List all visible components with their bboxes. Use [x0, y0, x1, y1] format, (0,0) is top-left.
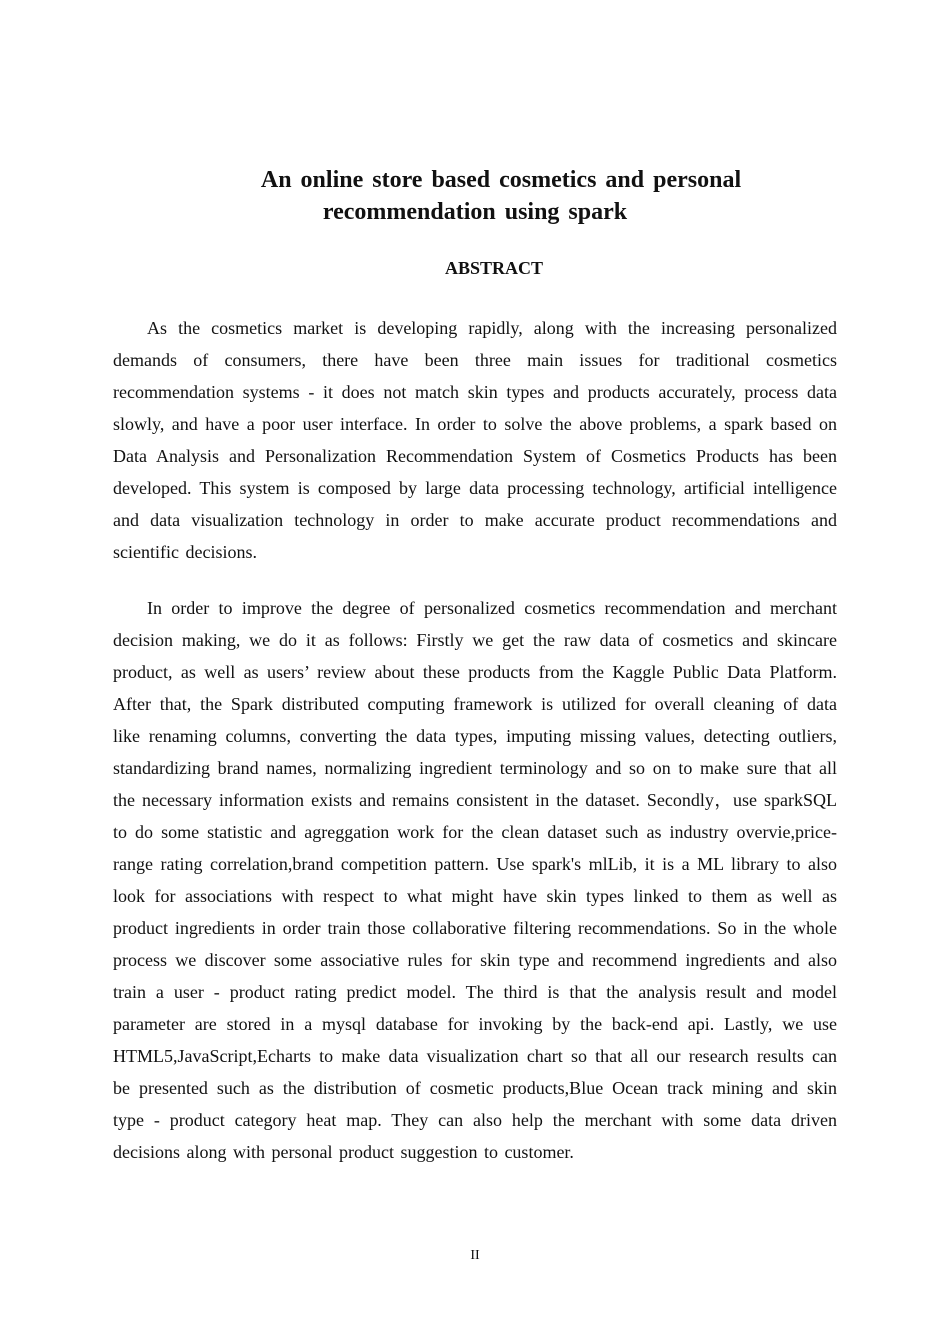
- document-title: [0, 164, 950, 228]
- title-line-2: recommendation using spark: [322, 199, 628, 225]
- title-line-1: An online store based cosmetics and personal: [260, 167, 742, 193]
- abstract-heading: ABSTRACT: [444, 258, 544, 278]
- abstract-paragraph-2: In order to improve the degree of personalized cosmetics recommendation and merchant decision making, we do it as follows: Firstly we get the raw data of cosmetics and skincare product, as well as users’ review about these products from the Kaggle Public Data Platform. After that, the Spark distributed computing framework is utilized for overall cleaning of data like renaming columns, converting the data types, imputing missing values, detecting outliers, standardizing brand names, normalizing ingredient terminology and so on to make sure that all the necessary information exists and remains consistent in the dataset. Secondly，use sparkSQL to do some statistic and agreggation work for the clean dataset such as industry overvie,price-range rating correlation,brand competition pattern. Use spark's mlLib, it is a ML library to also look for associations with respect to what might have skin types linked to them as well as product ingredients in order train those collaborative filtering recommendations. So in the whole process we discover some associative rules for skin type and recommend ingredients and also train a user - product rating predict model. The third is that the analysis result and model parameter are stored in a mysql database for invoking by the back-end api. Lastly, we use HTML5,JavaScript,Echarts to make data visualization chart so that all our research results can be presented such as the distribution of cosmetic products,Blue Ocean track mining and skin type - product category heat map. They can also help the merchant with some data driven decisions along with personal product suggestion to customer.: [113, 598, 837, 1162]
- page-number: II: [470, 1248, 480, 1263]
- abstract-paragraph-1: As the cosmetics market is developing rapidly, along with the increasing personalized demands of consumers, there have been three main issues for traditional cosmetics recommendation systems - it does not match skin types and products accurately, process data slowly, and have a poor user interface. In order to solve the above problems, a spark based on Data Analysis and Personalization Recommendation System of Cosmetics Products has been developed. This system is composed by large data processing technology, artificial intelligence and data visualization technology in order to make accurate product recommendations and scientific decisions.: [113, 318, 837, 562]
